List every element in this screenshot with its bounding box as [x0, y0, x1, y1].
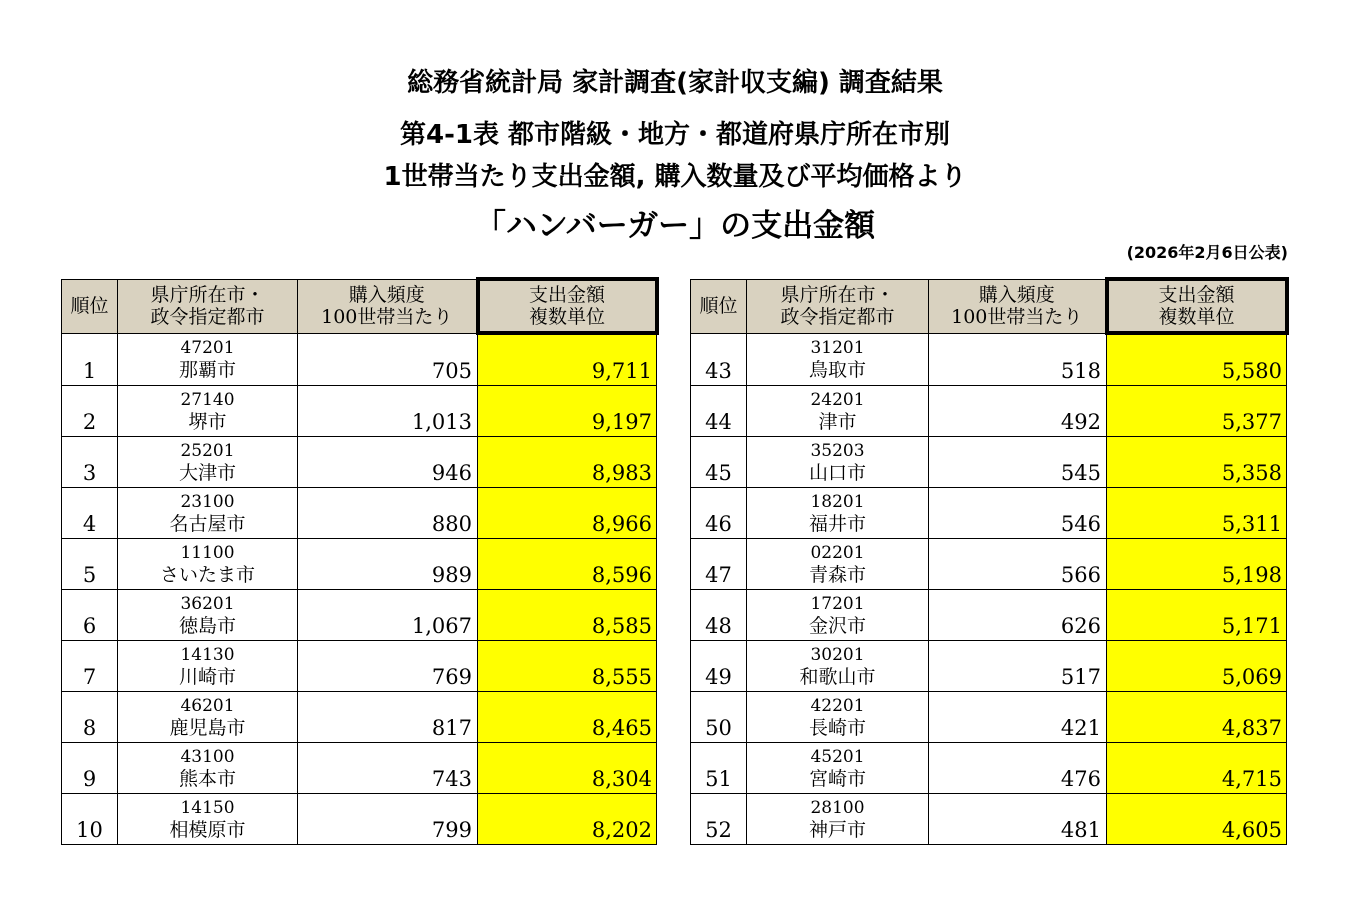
rank-cell: 3 [62, 437, 118, 488]
header-city [747, 279, 929, 333]
city-cell [118, 590, 298, 641]
city-name: 鹿児島市 [169, 717, 246, 739]
header-freq-line1: 購入頻度 [348, 284, 425, 306]
frequency-cell: 476 [929, 743, 1107, 794]
title-line-2: 第4-1表 都市階級・地方・都道府県庁所在市別 [399, 120, 951, 150]
table-row [691, 437, 1287, 488]
header-city-line2: 政令指定都市 [780, 306, 895, 328]
city-code: 28100 [810, 798, 865, 818]
table-row [62, 794, 657, 845]
header-amount-line2: 複数単位 [1158, 306, 1235, 328]
city-cell [118, 488, 298, 539]
city-name: 長崎市 [808, 717, 866, 739]
city-name: 山口市 [808, 462, 866, 484]
header-amount [478, 279, 657, 333]
amount-cell: 5,580 [1107, 333, 1287, 386]
table-row [691, 333, 1287, 386]
ranking-table-right [690, 277, 1289, 845]
page-title: 「ハンバーガー」の支出金額 [474, 208, 876, 244]
amount-cell: 5,171 [1107, 590, 1287, 641]
header-city-line2: 政令指定都市 [150, 306, 265, 328]
rank-cell: 49 [691, 641, 747, 692]
header-rank: 順位 [691, 279, 747, 333]
frequency-cell: 492 [929, 386, 1107, 437]
city-cell [118, 692, 298, 743]
city-code: 47201 [180, 338, 235, 359]
amount-cell: 8,596 [478, 539, 657, 590]
header-rank: 順位 [62, 279, 118, 333]
frequency-cell: 705 [298, 333, 478, 386]
rank-cell: 2 [62, 386, 118, 437]
city-code: 45201 [810, 747, 865, 767]
frequency-cell: 769 [298, 641, 478, 692]
table-row [62, 437, 657, 488]
rank-cell: 52 [691, 794, 747, 845]
frequency-cell: 518 [929, 333, 1107, 386]
city-name: 堺市 [188, 411, 227, 433]
city-name: 大津市 [178, 462, 236, 484]
amount-cell: 4,605 [1107, 794, 1287, 845]
table-row [691, 488, 1287, 539]
table-row [62, 386, 657, 437]
frequency-cell: 545 [929, 437, 1107, 488]
amount-cell: 8,465 [478, 692, 657, 743]
frequency-cell: 743 [298, 743, 478, 794]
table-row [62, 692, 657, 743]
frequency-cell: 989 [298, 539, 478, 590]
amount-cell: 9,197 [478, 386, 657, 437]
table-row [691, 692, 1287, 743]
header-frequency [298, 279, 478, 333]
city-cell [747, 641, 929, 692]
city-cell [118, 333, 298, 386]
table-body-left [62, 333, 657, 845]
header-freq-line2: 100世帯当たり [951, 306, 1083, 328]
table-row [691, 794, 1287, 845]
header-freq-line2: 100世帯当たり [321, 306, 453, 328]
city-code: 35203 [810, 441, 865, 461]
header-freq-line1: 購入頻度 [978, 284, 1055, 306]
amount-cell: 8,304 [478, 743, 657, 794]
city-cell [747, 437, 929, 488]
amount-cell: 5,358 [1107, 437, 1287, 488]
city-name: 鳥取市 [808, 359, 866, 382]
table-row [691, 641, 1287, 692]
city-name: 宮崎市 [808, 768, 866, 790]
city-cell [118, 743, 298, 794]
title-line-1: 総務省統計局 家計調査(家計収支編) 調査結果 [407, 68, 943, 98]
rank-cell: 46 [691, 488, 747, 539]
amount-cell: 5,377 [1107, 386, 1287, 437]
city-cell [747, 386, 929, 437]
amount-cell: 8,983 [478, 437, 657, 488]
frequency-cell: 817 [298, 692, 478, 743]
city-name: 名古屋市 [169, 513, 246, 535]
rank-cell: 51 [691, 743, 747, 794]
city-name: 相模原市 [169, 819, 246, 841]
rank-cell: 5 [62, 539, 118, 590]
frequency-cell: 546 [929, 488, 1107, 539]
city-code: 02201 [810, 543, 865, 563]
rank-cell: 1 [62, 333, 118, 386]
frequency-cell: 946 [298, 437, 478, 488]
rank-cell: 8 [62, 692, 118, 743]
header-city-line1: 県庁所在市・ [780, 284, 895, 306]
frequency-cell: 481 [929, 794, 1107, 845]
city-code: 30201 [810, 645, 865, 665]
rank-cell: 7 [62, 641, 118, 692]
rank-cell: 47 [691, 539, 747, 590]
amount-cell: 8,202 [478, 794, 657, 845]
city-code: 25201 [180, 441, 235, 461]
rank-cell: 10 [62, 794, 118, 845]
frequency-cell: 517 [929, 641, 1107, 692]
city-cell [747, 333, 929, 386]
rank-cell: 43 [691, 333, 747, 386]
rank-cell: 6 [62, 590, 118, 641]
city-cell [747, 794, 929, 845]
header-amount-line1: 支出金額 [528, 284, 605, 306]
table-row [62, 333, 657, 386]
amount-cell: 8,585 [478, 590, 657, 641]
city-code: 18201 [810, 492, 865, 512]
rank-cell: 45 [691, 437, 747, 488]
city-cell [747, 692, 929, 743]
city-code: 14150 [180, 798, 235, 818]
frequency-cell: 421 [929, 692, 1107, 743]
city-name: 那覇市 [178, 359, 236, 382]
rank-cell: 9 [62, 743, 118, 794]
city-code: 46201 [180, 696, 235, 716]
amount-cell: 5,311 [1107, 488, 1287, 539]
header-amount-line2: 複数単位 [528, 306, 605, 328]
rank-cell: 48 [691, 590, 747, 641]
city-name: 神戸市 [808, 819, 866, 841]
amount-cell: 4,837 [1107, 692, 1287, 743]
city-name: さいたま市 [159, 564, 255, 586]
frequency-cell: 1,067 [298, 590, 478, 641]
city-code: 14130 [180, 645, 235, 665]
city-code: 31201 [810, 338, 865, 359]
city-code: 11100 [180, 543, 235, 563]
header-amount-line1: 支出金額 [1158, 284, 1235, 306]
table-row [62, 488, 657, 539]
city-name: 和歌山市 [799, 666, 876, 688]
city-cell [747, 488, 929, 539]
city-code: 24201 [810, 390, 865, 410]
frequency-cell: 566 [929, 539, 1107, 590]
amount-cell: 4,715 [1107, 743, 1287, 794]
table-row [691, 590, 1287, 641]
table-header-row [691, 279, 1287, 333]
city-name: 熊本市 [178, 768, 236, 790]
table-row [691, 386, 1287, 437]
rank-cell: 44 [691, 386, 747, 437]
city-name: 川崎市 [178, 666, 236, 688]
city-code: 17201 [810, 594, 865, 614]
city-code: 23100 [180, 492, 235, 512]
city-code: 27140 [180, 390, 235, 410]
table-row [691, 743, 1287, 794]
amount-cell: 8,966 [478, 488, 657, 539]
amount-cell: 9,711 [478, 333, 657, 386]
city-cell [747, 590, 929, 641]
city-name: 福井市 [808, 513, 866, 535]
city-cell [747, 743, 929, 794]
rank-cell: 4 [62, 488, 118, 539]
table-row [62, 590, 657, 641]
table-row [62, 743, 657, 794]
table-row [62, 641, 657, 692]
city-cell [747, 539, 929, 590]
city-code: 36201 [180, 594, 235, 614]
published-date: (2026年2月6日公表) [1126, 243, 1288, 262]
city-cell [118, 437, 298, 488]
amount-cell: 5,198 [1107, 539, 1287, 590]
header-city [118, 279, 298, 333]
frequency-cell: 1,013 [298, 386, 478, 437]
city-code: 42201 [810, 696, 865, 716]
header-city-line1: 県庁所在市・ [150, 284, 265, 306]
city-name: 青森市 [808, 564, 866, 586]
city-cell [118, 641, 298, 692]
frequency-cell: 799 [298, 794, 478, 845]
header-amount [1107, 279, 1287, 333]
frequency-cell: 626 [929, 590, 1107, 641]
city-cell [118, 539, 298, 590]
title-line-3: 1世帯当たり支出金額, 購入数量及び平均価格より [383, 162, 967, 192]
city-name: 徳島市 [178, 615, 236, 637]
table-header-row [62, 279, 657, 333]
frequency-cell: 880 [298, 488, 478, 539]
rank-cell: 50 [691, 692, 747, 743]
city-name: 津市 [818, 411, 857, 433]
table-row [62, 539, 657, 590]
ranking-table-left [61, 277, 659, 845]
header-frequency [929, 279, 1107, 333]
table-body-right [691, 333, 1287, 845]
amount-cell: 8,555 [478, 641, 657, 692]
city-code: 43100 [180, 747, 235, 767]
table-row [691, 539, 1287, 590]
city-cell [118, 794, 298, 845]
city-cell [118, 386, 298, 437]
amount-cell: 5,069 [1107, 641, 1287, 692]
city-name: 金沢市 [808, 615, 866, 637]
